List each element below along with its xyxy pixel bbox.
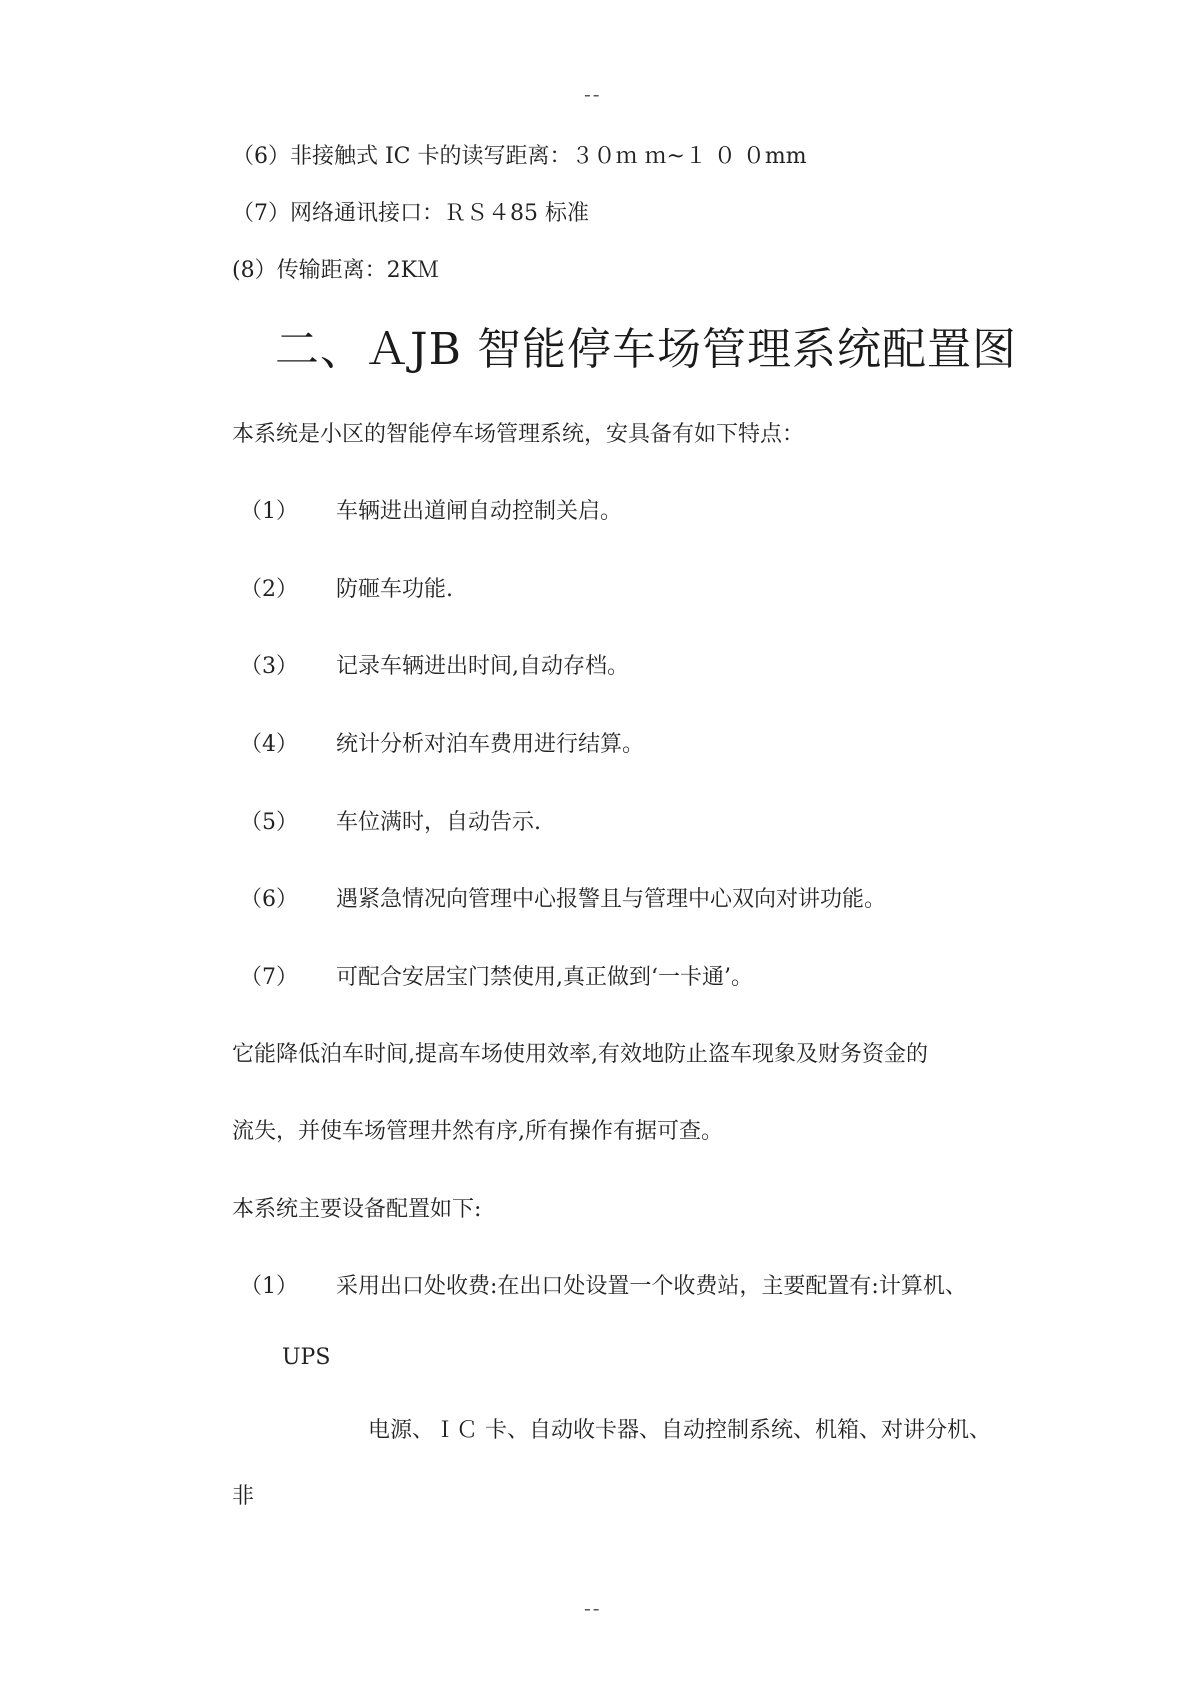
equipment-item — [240, 1272, 967, 1302]
equipment-continuation: UPS — [282, 1345, 331, 1370]
spec-network-interface: （7）网络通讯接口：ＲＳ４85 标准 — [232, 201, 589, 226]
feature-text: 可配合安居宝门禁使用,真正做到‘一卡通’。 — [336, 965, 753, 990]
feature-number: （1） — [240, 499, 298, 524]
equipment-number: （1） — [240, 1274, 298, 1299]
feature-item — [240, 497, 622, 527]
feature-text: 遇紧急情况向管理中心报警且与管理中心双向对讲功能。 — [336, 887, 887, 912]
feature-item — [240, 963, 753, 993]
summary-line: 它能降低泊车时间,提高车场使用效率,有效地防止盗车现象及财务资金的 — [232, 1042, 928, 1067]
equipment-text: 采用出口处收费:在出口处设置一个收费站，主要配置有:计算机、 — [336, 1274, 967, 1299]
feature-text: 统计分析对泊车费用进行结算。 — [336, 732, 645, 757]
feature-text: 记录车辆进出时间,自动存档。 — [336, 654, 629, 679]
feature-item — [240, 808, 541, 838]
spec-transmission-distance: (8）传输距离：2KＭ — [232, 258, 440, 283]
header-marker: -- — [584, 82, 602, 106]
feature-item — [240, 652, 629, 682]
feature-number: （6） — [240, 887, 298, 912]
feature-number: （2） — [240, 577, 298, 602]
section-intro: 本系统是小区的智能停车场管理系统，安具备有如下特点： — [232, 422, 805, 447]
equipment-continuation: 电源、ＩＣ 卡、自动收卡器、自动控制系统、机箱、对讲分机、 — [368, 1418, 991, 1443]
section-title: 二、ＡJB 智能停车场管理系统配置图 — [275, 324, 1017, 375]
summary-line: 流失，并使车场管理井然有序,所有操作有据可查。 — [232, 1119, 723, 1144]
feature-item — [240, 575, 453, 605]
footer-marker: -- — [584, 1596, 602, 1620]
feature-item — [240, 885, 886, 915]
feature-text: 车位满时，自动告示. — [336, 810, 541, 835]
feature-number: （5） — [240, 810, 298, 835]
feature-number: （4） — [240, 732, 298, 757]
equipment-intro: 本系统主要设备配置如下: — [232, 1197, 482, 1222]
feature-number: （7） — [240, 965, 298, 990]
feature-item — [240, 730, 644, 760]
equipment-continuation: 非 — [232, 1484, 255, 1509]
feature-text: 防砸车功能. — [336, 577, 453, 602]
feature-number: （3） — [240, 654, 298, 679]
feature-text: 车辆进出道闸自动控制关启。 — [336, 499, 623, 524]
spec-read-distance: （6）非接触式 IC 卡的读写距离：３０ｍ ｍ~１ ０ ０mm — [232, 144, 807, 169]
